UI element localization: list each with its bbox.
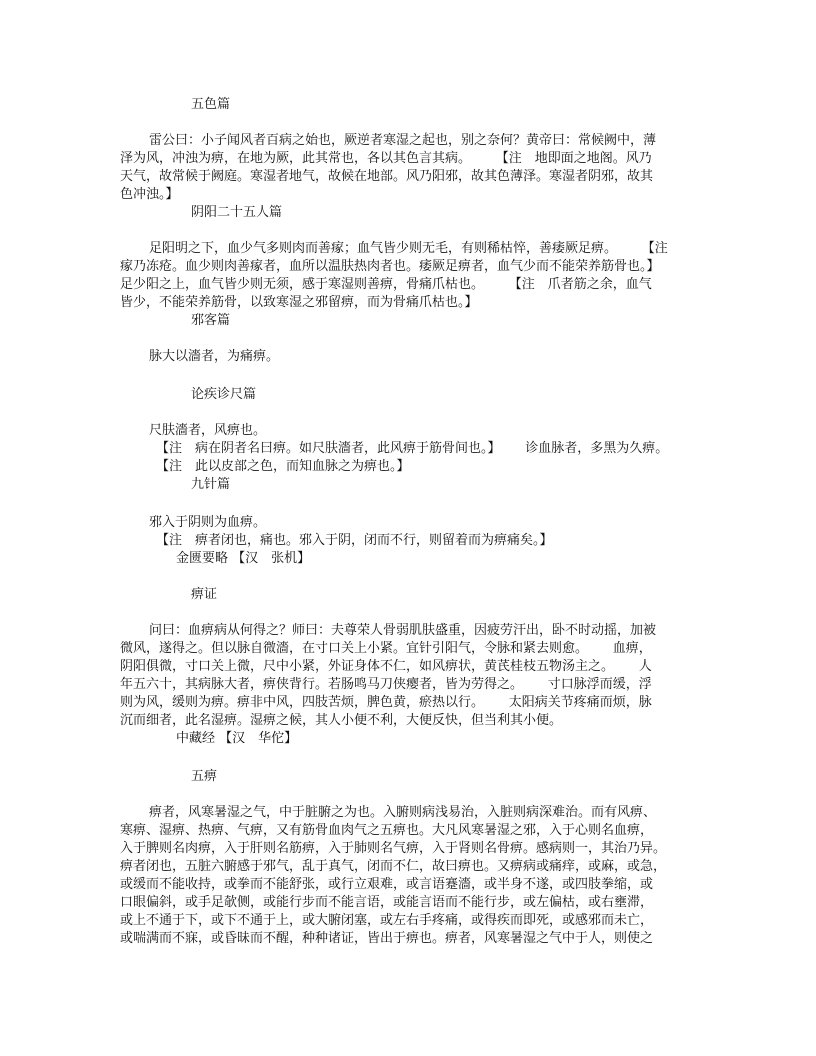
text-line: 雷公曰：小子闻风者百病之始也，厥逆者寒湿之起也，别之奈何？黄帝曰：常候阙中，薄 xyxy=(149,133,657,148)
text-line: 足阳明之下，血少气多则肉而善瘃；血气皆少则无毛，有则稀枯悴，善痿厥足痹。 【注 xyxy=(149,241,668,256)
text-line: 皆少，不能荣养筋骨，以致寒湿之邪留痹，而为骨痛爪枯也。】 xyxy=(120,295,478,310)
section-heading-yinyang: 阴阳二十五人篇 xyxy=(191,205,283,220)
section-heading-wuse: 五色篇 xyxy=(191,97,231,112)
text-line: 或上不通于下，或下不通于上，或大腑闭塞，或左右手疼痛，或得疾而即死，或感邪而未亡， xyxy=(120,913,654,928)
text-line: 微风，遂得之。但以脉自微濇，在寸口关上小紧。宜针引阳气，令脉和紧去则愈。 血痹， xyxy=(120,641,652,656)
text-line: 寒痹、湿痹、热痹、气痹，又有筋骨血肉气之五痹也。大凡风寒暑湿之邪，入于心则名血痹， xyxy=(120,823,654,838)
section-heading-jiuzhen: 九针篇 xyxy=(191,477,231,492)
text-line: 邪入于阴则为血痹。 xyxy=(149,515,267,530)
text-line: 瘃乃冻疮。血少则肉善瘃者，血所以温肤热肉者也。痿厥足痹者，血气少而不能荣养筋骨也。】 xyxy=(120,259,660,274)
text-line: 【注 病在阴者名曰痹。如尺肤濇者，此风痹于筋骨间也。】 诊血脉者，多黑为久痹。 xyxy=(156,441,669,456)
text-line: 脉大以濇者，为痛痹。 xyxy=(149,349,280,364)
text-line: 【注 痹者闭也，痛也。邪入于阴，闭而不行，则留着而为痹痛矣。】 xyxy=(156,533,553,548)
text-line: 尺肤濇者，风痹也。 xyxy=(149,423,267,438)
text-line: 问曰：血痹病从何得之？师曰：夫尊荣人骨弱肌肤盛重，因疲劳汗出，卧不时动摇，加被 xyxy=(149,623,657,638)
book-heading-jingui: 金匮要略 【汉 张机】 xyxy=(176,551,311,566)
section-heading-xieke: 邪客篇 xyxy=(191,313,231,328)
text-line: 则为风，缓则为痹。痹非中风，四肢苦烦，脾色黄，瘀热以行。 太阳病关节疼痛而烦，脉 xyxy=(120,695,652,710)
text-line: 泽为风，冲浊为痹，在地为厥，此其常也，各以其色言其病。 【注 地即面之地阁。风乃 xyxy=(120,151,652,166)
text-line: 入于脾则名肉痹，入于肝则名筋痹，入于肺则名气痹，入于肾则名骨痹。感病则一，其治乃异。 xyxy=(120,841,667,856)
text-line: 或缓而不能收持，或拳而不能舒张，或行立艰难，或言语蹇濇，或半身不遂，或四肢拳缩，或 xyxy=(120,877,654,892)
section-heading-bizheng: 痹证 xyxy=(191,587,218,602)
text-line: 足少阳之上，血气皆少则无须，感于寒湿则善痹，骨痛爪枯也。 【注 爪者筋之余，血气 xyxy=(120,277,652,292)
text-line: 阴阳俱微，寸口关上微，尺中小紧，外证身体不仁，如风痹状，黄芪桂枝五物汤主之。 人 xyxy=(120,659,652,674)
book-heading-zhongzang: 中藏经 【汉 华佗】 xyxy=(176,731,298,746)
text-line: 天气，故常候于阙庭。寒湿者地气，故候在地部。风乃阳邪，故其色薄泽。寒湿者阴邪，故其 xyxy=(120,169,654,184)
section-heading-wubi: 五痹 xyxy=(191,769,218,784)
text-line: 痹者，风寒暑湿之气，中于脏腑之为也。入腑则病浅易治，入脏则病深难治。而有风痹、 xyxy=(149,805,657,820)
text-line: 年五六十，其病脉大者，痹侠背行。若肠鸣马刀侠瘿者，皆为劳得之。 寸口脉浮而缓，浮 xyxy=(120,677,652,692)
text-line: 痹者闭也，五脏六腑感于邪气，乱于真气，闭而不仁，故曰痹也。又痹病或痛痒，或麻，或急， xyxy=(120,859,667,874)
text-line: 沉而细者，此名湿痹。湿痹之候，其人小便不利，大便反快，但当利其小便。 xyxy=(120,713,563,728)
text-line: 或喘满而不寐，或昏昧而不醒，种种诸证，皆出于痹也。痹者，风寒暑湿之气中于人，则使之 xyxy=(120,931,654,946)
section-heading-lunji: 论疾诊尺篇 xyxy=(191,387,257,402)
text-line: 色冲浊。】 xyxy=(120,187,179,202)
text-line: 【注 此以皮部之色，而知血脉之为痹也。】 xyxy=(156,459,410,474)
text-line: 口眼偏斜，或手足欹侧，或能行步而不能言语，或能言语而不能行步，或左偏枯，或右壅滞， xyxy=(120,895,654,910)
